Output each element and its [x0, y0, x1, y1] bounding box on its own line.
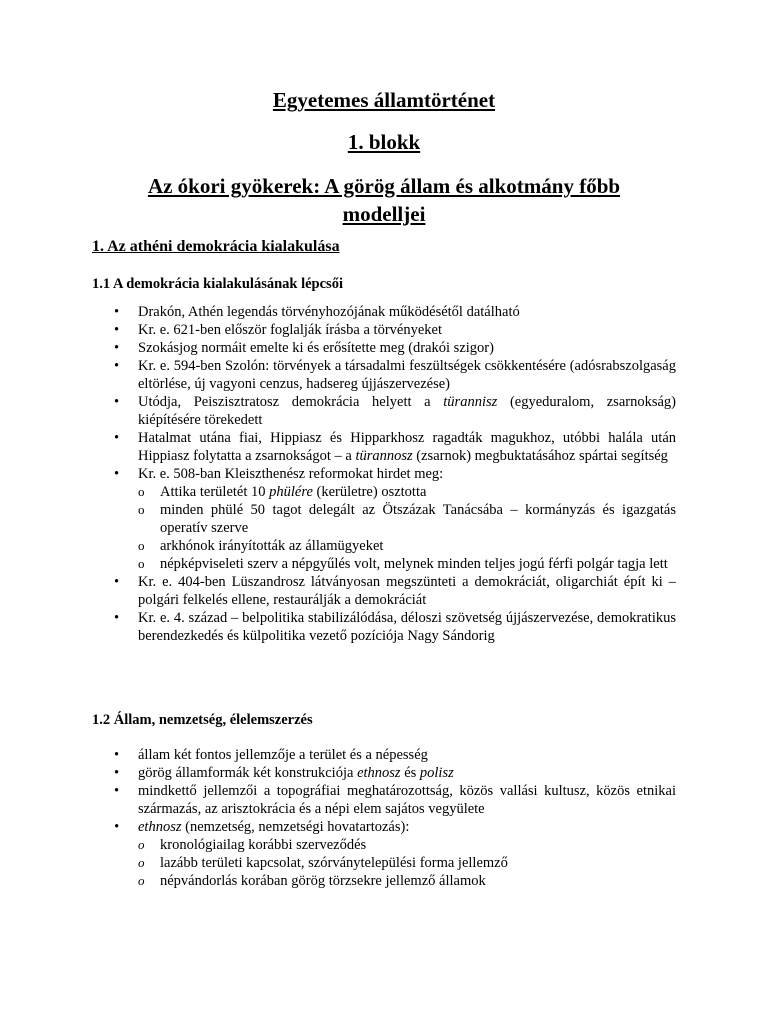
list-item: • Kr. e. 594-ben Szolón: törvények a társadalmi feszültségek csökkentésére (adósrabszolgaság eltörlése, új vagyoni cenzus, hadsereg újjászervezése) — [114, 358, 676, 392]
bullet-icon: • — [114, 765, 120, 781]
bullet-icon: • — [114, 340, 120, 356]
circle-bullet-icon: o — [138, 837, 145, 852]
list-item: • Utódja, Peiszisztratosz demokrácia helyett a türannisz (egyeduralom, zsarnokság) kiépítésére törekedett — [114, 394, 676, 428]
bullet-icon: • — [114, 304, 120, 320]
bullet-icon: • — [114, 358, 120, 374]
bullet-icon: • — [114, 466, 120, 482]
sub-list-item: o kronológiailag korábbi szerveződés — [138, 837, 367, 853]
bullet-icon: • — [114, 394, 120, 410]
list-item: • Szokásjog normáit emelte ki és erősítette meg (drakói szigor) — [114, 340, 494, 356]
list-item: • állam két fontos jellemzője a terület és a népesség — [114, 747, 428, 763]
bullet-icon: • — [114, 574, 120, 590]
circle-bullet-icon: o — [138, 855, 145, 870]
circle-bullet-icon: o — [138, 556, 145, 571]
list-item: • görög államformák két konstrukciója ethnosz és polisz — [114, 765, 454, 781]
bullet-list-1-1 — [114, 303, 676, 645]
bullet-icon: • — [114, 747, 120, 763]
sub-list-item: o népképviseleti szerv a népgyűlés volt, melynek minden teljes jogú férfi polgár tagja lett — [138, 556, 668, 572]
bullet-icon: • — [114, 430, 120, 446]
sub-list-item: o arkhónok irányították az államügyeket — [138, 538, 384, 554]
sublist-container — [114, 836, 676, 890]
document-title: Egyetemes államtörténet — [272, 88, 496, 112]
list-item: • Kr. e. 508-ban Kleiszthenész reformokat hirdet meg: — [114, 466, 444, 482]
section-heading: 1. Az athéni demokrácia kialakulása — [92, 238, 340, 255]
list-item: • mindkettő jellemzői a topográfiai meghatározottság, közös vallási kultusz, közös etnikai származás, az arisztokrácia és a népi elem sajátos vegyülete — [114, 783, 676, 817]
document-subtitle: Az ókori gyökerek: A görög állam és alkotmány főbb modelljei — [147, 174, 621, 226]
sublist-container — [114, 483, 676, 573]
list-item: • ethnosz (nemzetség, nemzetségi hovatartozás): — [114, 819, 410, 835]
bullet-icon: • — [114, 819, 120, 835]
sub-list-ethnosz — [136, 836, 676, 890]
bullet-icon: • — [114, 610, 120, 626]
subsection-heading-1-2: 1.2 Állam, nemzetség, élelemszerzés — [92, 712, 313, 728]
bullet-icon: • — [114, 783, 120, 799]
list-item: • Drakón, Athén legendás törvényhozójának működésétől datálható — [114, 304, 520, 320]
subsection-heading-1-1: 1.1 A demokrácia kialakulásának lépcsői — [92, 276, 343, 292]
sub-list-item: o minden phülé 50 tagot delegált az Ötszázak Tanácsába – kormányzás és igazgatás operatív szerve — [138, 502, 676, 536]
block-title: 1. blokk — [347, 130, 421, 154]
sub-list-item: o Attika területét 10 phülére (kerületre) osztotta — [138, 484, 427, 500]
list-item: • Kr. e. 4. század – belpolitika stabilizálódása, déloszi szövetség újjászervezése, demokratikus berendezkedés és külpolitika vezető pozíciója Nagy Sándorig — [114, 610, 676, 644]
circle-bullet-icon: o — [138, 538, 145, 553]
circle-bullet-icon: o — [138, 502, 145, 517]
list-item: • Hatalmat utána fiai, Hippiasz és Hipparkhosz ragadták magukhoz, utóbbi halála után Hippiasz folytatta a zsarnokságot – a türannosz (zsarnok) megbuktatásához spártai segítség — [114, 430, 676, 464]
sub-list-item: o lazább területi kapcsolat, szórványtelepülési forma jellemző — [138, 855, 508, 871]
sub-list-item: o népvándorlás korában görög törzsekre jellemző államok — [138, 873, 486, 889]
bullet-list-1-2 — [114, 746, 676, 890]
circle-bullet-icon: o — [138, 484, 145, 499]
circle-bullet-icon: o — [138, 873, 145, 888]
list-item: • Kr. e. 621-ben először foglalják írásba a törvényeket — [114, 322, 442, 338]
list-item: • Kr. e. 404-ben Lüszandrosz látványosan megszünteti a demokráciát, oligarchiát épít ki – polgári felkelés ellene, restaurálják a demokráciát — [114, 574, 676, 608]
sub-list-kleisthenes — [136, 483, 676, 573]
bullet-icon: • — [114, 322, 120, 338]
